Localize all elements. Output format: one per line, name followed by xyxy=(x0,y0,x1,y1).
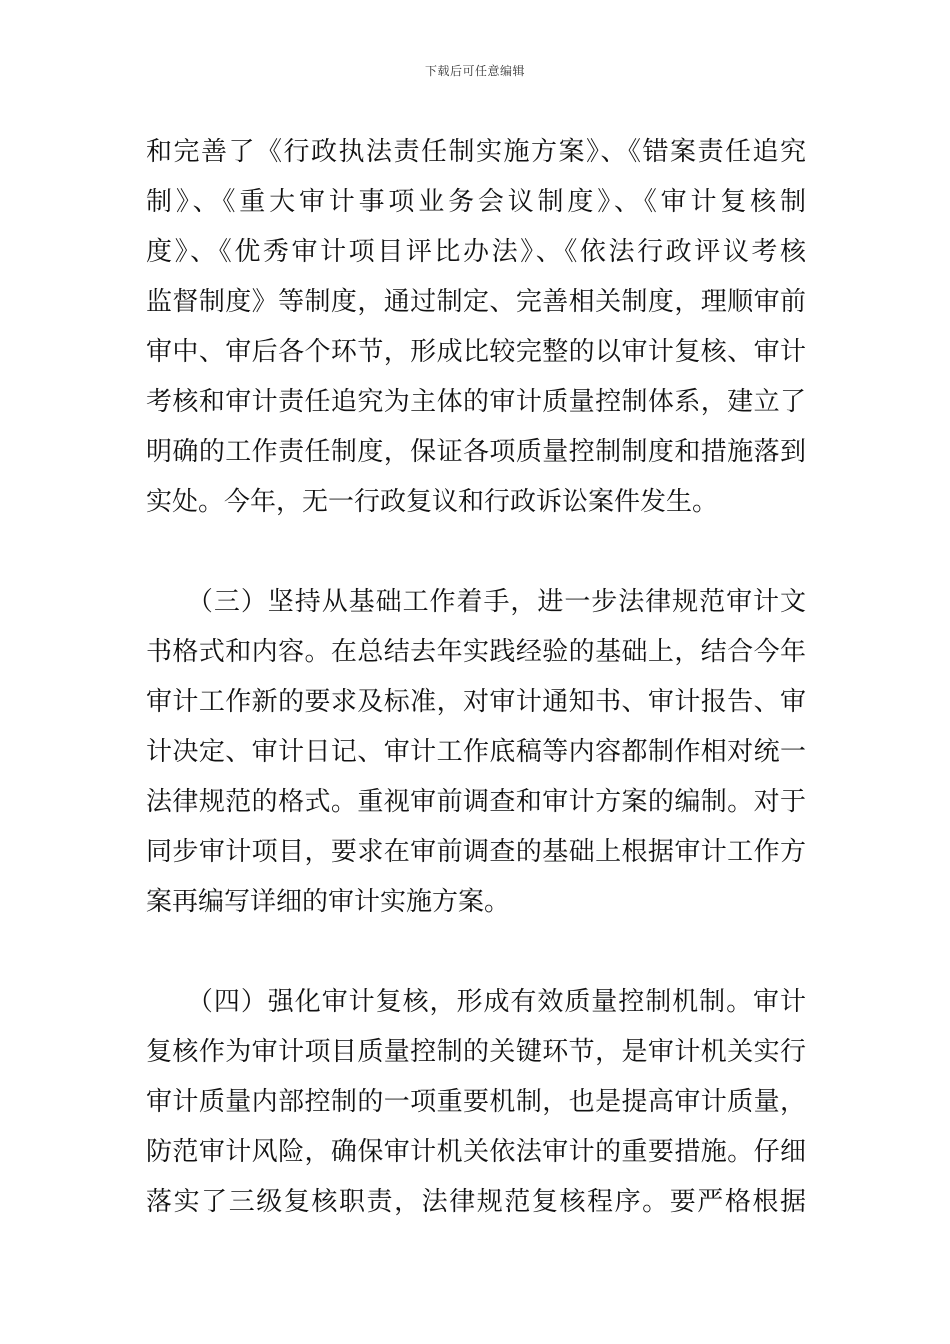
text-line: （四）强化审计复核，形成有效质量控制机制。审计 xyxy=(146,987,806,1017)
text-line: 监督制度》等制度，通过制定、完善相关制度，理顺审前 xyxy=(146,287,806,317)
text-line: 明确的工作责任制度，保证各项质量控制制度和措施落到 xyxy=(146,437,806,467)
text-line: 法律规范的格式。重视审前调查和审计方案的编制。对于 xyxy=(146,787,806,817)
paragraph-1 xyxy=(146,127,806,527)
text-line: 同步审计项目，要求在审前调查的基础上根据审计工作方 xyxy=(146,837,806,867)
text-line: 审计质量内部控制的一项重要机制，也是提高审计质量， xyxy=(146,1087,806,1117)
text-line: 度》、《优秀审计项目评比办法》、《依法行政评议考核 xyxy=(146,237,806,267)
text-line: 实处。今年，无一行政复议和行政诉讼案件发生。 xyxy=(146,487,719,517)
paragraph-3 xyxy=(146,977,806,1227)
page-header: 下载后可任意编辑 xyxy=(424,64,525,78)
paragraph-spacer xyxy=(146,527,806,577)
text-line: 计决定、审计日记、审计工作底稿等内容都制作相对统一 xyxy=(146,737,806,767)
text-line: 制》、《重大审计事项业务会议制度》、《审计复核制 xyxy=(146,187,806,217)
text-line: 复核作为审计项目质量控制的关键环节，是审计机关实行 xyxy=(146,1037,806,1067)
paragraph-spacer xyxy=(146,927,806,977)
paragraph-2 xyxy=(146,577,806,927)
text-line: （三）坚持从基础工作着手，进一步法律规范审计文 xyxy=(146,587,806,617)
document-body xyxy=(146,127,806,1227)
text-line: 审计工作新的要求及标准，对审计通知书、审计报告、审 xyxy=(146,687,806,717)
text-line: 审中、审后各个环节，形成比较完整的以审计复核、审计 xyxy=(146,337,806,367)
text-line: 防范审计风险，确保审计机关依法审计的重要措施。仔细 xyxy=(146,1137,806,1167)
text-line: 落实了三级复核职责，法律规范复核程序。要严格根据 xyxy=(146,1187,806,1217)
text-line: 书格式和内容。在总结去年实践经验的基础上，结合今年 xyxy=(146,637,806,667)
text-line: 案再编写详细的审计实施方案。 xyxy=(146,887,511,917)
text-line: 和完善了《行政执法责任制实施方案》、《错案责任追究 xyxy=(146,137,806,167)
text-line: 考核和审计责任追究为主体的审计质量控制体系，建立了 xyxy=(146,387,806,417)
